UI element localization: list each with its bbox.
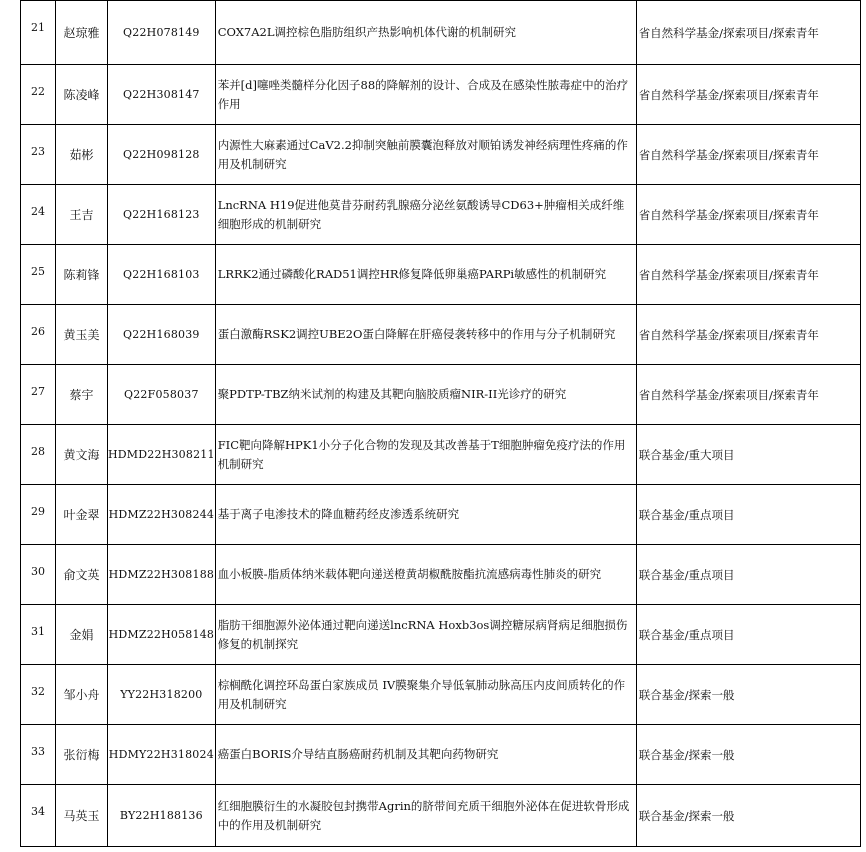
applicant-name: 黄文海 bbox=[56, 425, 108, 485]
table-row bbox=[21, 725, 861, 785]
applicant-name: 陈凌峰 bbox=[56, 65, 108, 125]
project-title: 苯并[d]噻唑类髓样分化因子88的降解剂的设计、合成及在感染性脓毒症中的治疗作用 bbox=[215, 65, 636, 125]
applicant-name: 马英玉 bbox=[56, 785, 108, 847]
row-number: 24 bbox=[21, 185, 56, 245]
applicant-name: 张衍梅 bbox=[56, 725, 108, 785]
row-number: 34 bbox=[21, 785, 56, 847]
project-category: 省自然科学基金/探索项目/探索青年 bbox=[636, 125, 860, 185]
row-number: 22 bbox=[21, 65, 56, 125]
project-code: Q22H168039 bbox=[108, 305, 216, 365]
applicant-name: 陈莉锋 bbox=[56, 245, 108, 305]
applicant-name: 俞文英 bbox=[56, 545, 108, 605]
project-title: 蛋白激酶RSK2调控UBE2O蛋白降解在肝癌侵袭转移中的作用与分子机制研究 bbox=[215, 305, 636, 365]
row-number: 25 bbox=[21, 245, 56, 305]
applicant-name: 赵琼雅 bbox=[56, 1, 108, 65]
row-number: 30 bbox=[21, 545, 56, 605]
project-category: 省自然科学基金/探索项目/探索青年 bbox=[636, 1, 860, 65]
project-title: COX7A2L调控棕色脂肪组织产热影响机体代谢的机制研究 bbox=[215, 1, 636, 65]
table-row bbox=[21, 245, 861, 305]
table-row bbox=[21, 605, 861, 665]
row-number: 23 bbox=[21, 125, 56, 185]
row-number: 31 bbox=[21, 605, 56, 665]
project-category: 联合基金/探索一般 bbox=[636, 725, 860, 785]
project-code: Q22H078149 bbox=[108, 1, 216, 65]
project-title: FIC靶向降解HPK1小分子化合物的发现及其改善基于T细胞肿瘤免疫疗法的作用机制研究 bbox=[215, 425, 636, 485]
project-code: Q22F058037 bbox=[108, 365, 216, 425]
table-row bbox=[21, 125, 861, 185]
project-code: BY22H188136 bbox=[108, 785, 216, 847]
table-row bbox=[21, 425, 861, 485]
table-row bbox=[21, 665, 861, 725]
project-code: HDMZ22H308244 bbox=[108, 485, 216, 545]
project-title: 内源性大麻素通过CaV2.2抑制突触前膜囊泡释放对顺铂诱发神经病理性疼痛的作用及机制研究 bbox=[215, 125, 636, 185]
project-code: YY22H318200 bbox=[108, 665, 216, 725]
applicant-name: 王吉 bbox=[56, 185, 108, 245]
project-title: 基于离子电渗技术的降血糖药经皮渗透系统研究 bbox=[215, 485, 636, 545]
project-category: 省自然科学基金/探索项目/探索青年 bbox=[636, 305, 860, 365]
table-row bbox=[21, 485, 861, 545]
project-code: Q22H168103 bbox=[108, 245, 216, 305]
applicant-name: 蔡宇 bbox=[56, 365, 108, 425]
project-category: 联合基金/探索一般 bbox=[636, 785, 860, 847]
applicant-name: 金娟 bbox=[56, 605, 108, 665]
applicant-name: 叶金翠 bbox=[56, 485, 108, 545]
project-title: 癌蛋白BORIS介导结直肠癌耐药机制及其靶向药物研究 bbox=[215, 725, 636, 785]
project-table bbox=[20, 0, 861, 847]
row-number: 26 bbox=[21, 305, 56, 365]
applicant-name: 黄玉美 bbox=[56, 305, 108, 365]
project-category: 联合基金/重大项目 bbox=[636, 425, 860, 485]
row-number: 28 bbox=[21, 425, 56, 485]
project-title: 红细胞膜衍生的水凝胶包封携带Agrin的脐带间充质干细胞外泌体在促进软骨形成中的作用及机制研究 bbox=[215, 785, 636, 847]
applicant-name: 茹彬 bbox=[56, 125, 108, 185]
project-code: Q22H098128 bbox=[108, 125, 216, 185]
project-code: HDMD22H308211 bbox=[108, 425, 216, 485]
project-title: 血小板膜-脂质体纳米载体靶向递送橙黄胡椒酰胺酯抗流感病毒性肺炎的研究 bbox=[215, 545, 636, 605]
project-category: 联合基金/重点项目 bbox=[636, 605, 860, 665]
row-number: 21 bbox=[21, 1, 56, 65]
project-title: LncRNA H19促进他莫昔芬耐药乳腺癌分泌丝氨酸诱导CD63+肿瘤相关成纤维细胞形成的机制研究 bbox=[215, 185, 636, 245]
project-code: Q22H308147 bbox=[108, 65, 216, 125]
table-row bbox=[21, 185, 861, 245]
project-title: 棕榈酰化调控环岛蛋白家族成员 IV膜聚集介导低氧肺动脉高压内皮间质转化的作用及机制研究 bbox=[215, 665, 636, 725]
row-number: 29 bbox=[21, 485, 56, 545]
project-title: LRRK2通过磷酸化RAD51调控HR修复降低卵巢癌PARPi敏感性的机制研究 bbox=[215, 245, 636, 305]
project-category: 联合基金/重点项目 bbox=[636, 485, 860, 545]
row-number: 33 bbox=[21, 725, 56, 785]
project-title: 聚PDTP-TBZ纳米试剂的构建及其靶向脑胶质瘤NIR-II光诊疗的研究 bbox=[215, 365, 636, 425]
project-code: Q22H168123 bbox=[108, 185, 216, 245]
row-number: 32 bbox=[21, 665, 56, 725]
table-row bbox=[21, 305, 861, 365]
project-category: 省自然科学基金/探索项目/探索青年 bbox=[636, 185, 860, 245]
project-category: 省自然科学基金/探索项目/探索青年 bbox=[636, 365, 860, 425]
project-category: 省自然科学基金/探索项目/探索青年 bbox=[636, 245, 860, 305]
project-title: 脂肪干细胞源外泌体通过靶向递送lncRNA Hoxb3os调控糖尿病肾病足细胞损伤修复的机制探究 bbox=[215, 605, 636, 665]
project-code: HDMZ22H308188 bbox=[108, 545, 216, 605]
project-category: 省自然科学基金/探索项目/探索青年 bbox=[636, 65, 860, 125]
table-row bbox=[21, 1, 861, 65]
applicant-name: 邹小舟 bbox=[56, 665, 108, 725]
project-category: 联合基金/探索一般 bbox=[636, 665, 860, 725]
project-code: HDMY22H318024 bbox=[108, 725, 216, 785]
table-body bbox=[21, 1, 861, 847]
table-row bbox=[21, 65, 861, 125]
project-category: 联合基金/重点项目 bbox=[636, 545, 860, 605]
table-row bbox=[21, 365, 861, 425]
table-row bbox=[21, 785, 861, 847]
project-code: HDMZ22H058148 bbox=[108, 605, 216, 665]
table-row bbox=[21, 545, 861, 605]
row-number: 27 bbox=[21, 365, 56, 425]
